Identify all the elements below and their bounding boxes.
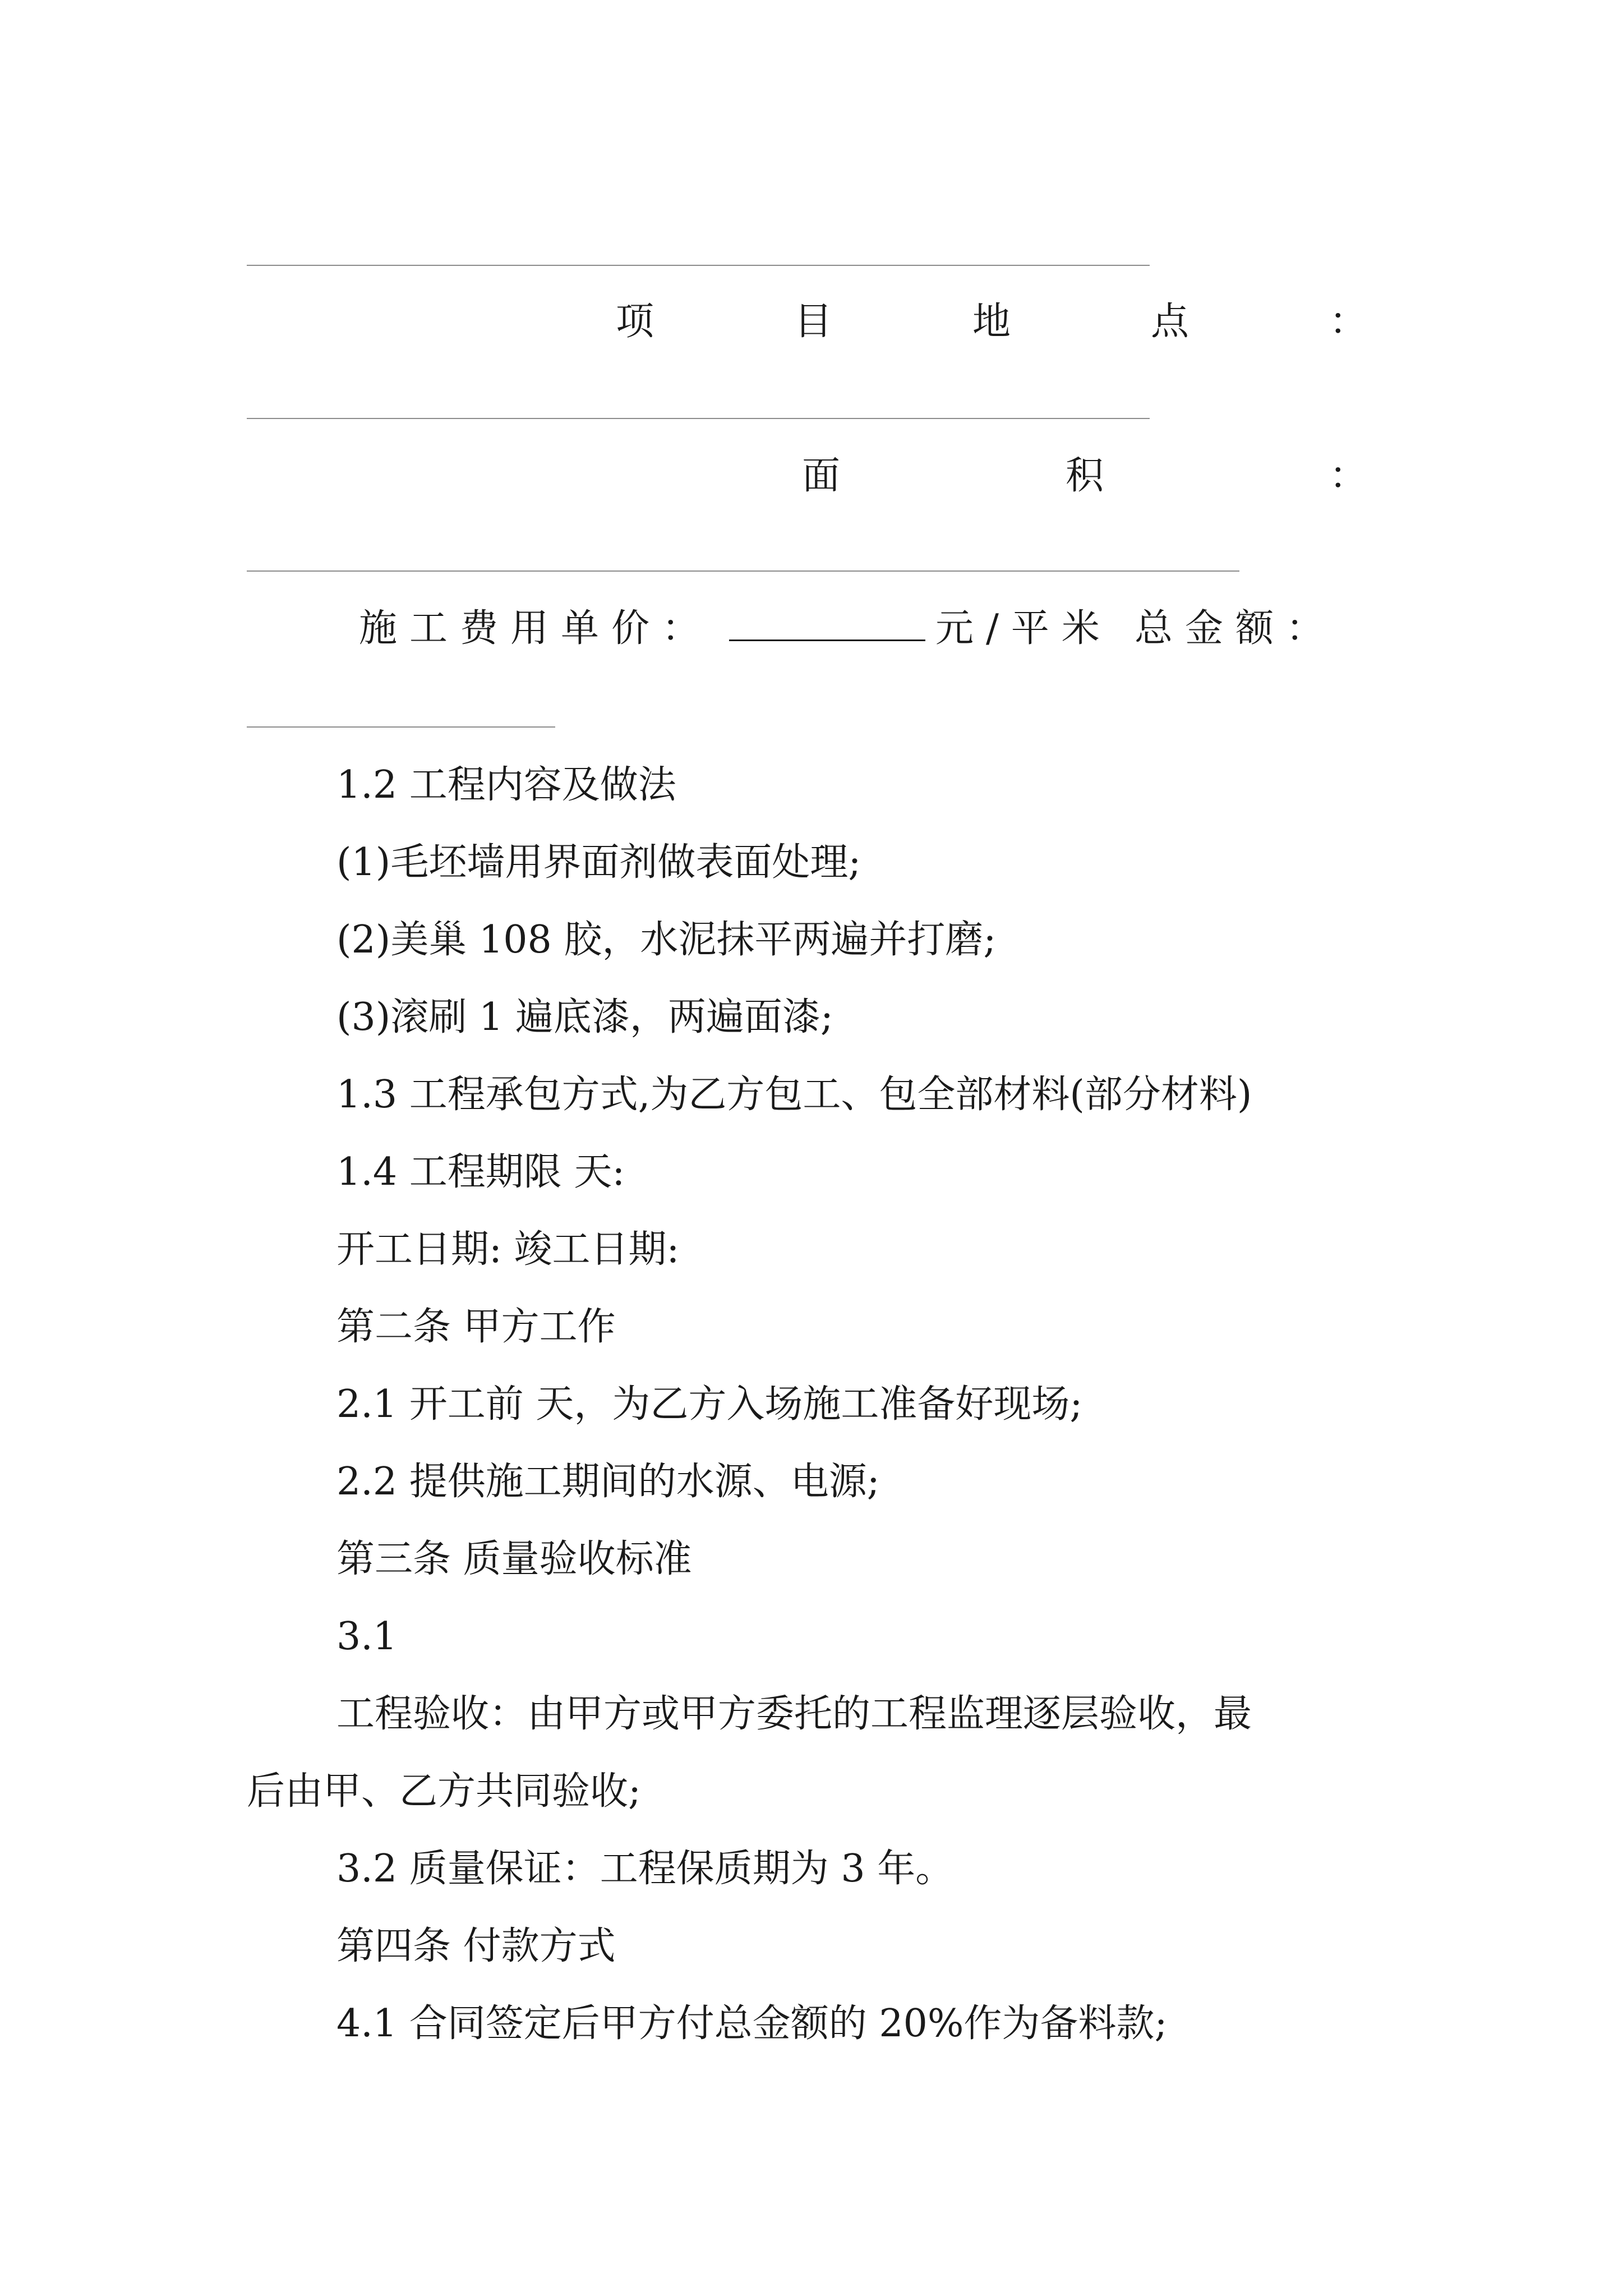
label-char: 积	[1065, 454, 1104, 498]
label-char: ：	[1329, 300, 1367, 344]
label-char: 项	[616, 300, 654, 344]
body-line: 1.4 工程期限 天:	[336, 1150, 625, 1194]
body-line: (1)毛坯墙用界面剂做表面处理;	[336, 840, 861, 885]
body-line: 2.1 开工前 天，为乙方入场施工准备好现场;	[336, 1382, 1083, 1427]
body-line: 3.2 质量保证：工程保质期为 3 年。	[336, 1847, 954, 1891]
fee-total-label: 总金额：	[1134, 606, 1336, 651]
section-heading: 第二条 甲方工作	[336, 1305, 616, 1349]
label-char: 面	[802, 454, 841, 498]
fee-unit-price-label: 施工费用单价：	[359, 606, 713, 651]
body-line: 4.1 合同签定后甲方付总金额的 20%作为备料款;	[336, 2001, 1168, 2046]
unit-price-blank	[729, 607, 925, 641]
total-blank-line	[247, 726, 555, 728]
underline-rule	[247, 265, 1150, 266]
label-char: 点	[1150, 300, 1189, 344]
body-line: 1.3 工程承包方式,为乙方包工、包全部材料(部分材料)	[336, 1073, 1252, 1117]
area-label	[802, 454, 1367, 498]
body-line: 3.1	[336, 1614, 398, 1659]
label-char: 目	[794, 300, 832, 344]
location-blank-line	[247, 418, 1150, 419]
section-heading: 1.2 工程内容及做法	[336, 763, 676, 807]
label-char: 地	[972, 300, 1011, 344]
body-line: 2.2 提供施工期间的水源、电源;	[336, 1460, 880, 1504]
fee-unit: 元/平米	[935, 606, 1112, 651]
section-heading: 第三条 质量验收标准	[336, 1537, 692, 1581]
label-char: ：	[1329, 454, 1367, 498]
body-line: (3)滚刷 1 遍底漆，两遍面漆;	[336, 995, 833, 1039]
body-line: 后由甲、乙方共同验收;	[247, 1769, 641, 1814]
body-line: (2)美巢 108 胶，水泥抹平两遍并打磨;	[336, 918, 997, 962]
section-heading: 第四条 付款方式	[336, 1924, 616, 1968]
fee-row	[359, 606, 1368, 651]
area-blank-line	[247, 570, 1239, 572]
location-label	[616, 300, 1367, 344]
body-line: 开工日期: 竣工日期:	[336, 1227, 680, 1272]
body-line: 工程验收：由甲方或甲方委托的工程监理逐层验收，最	[336, 1692, 1252, 1736]
